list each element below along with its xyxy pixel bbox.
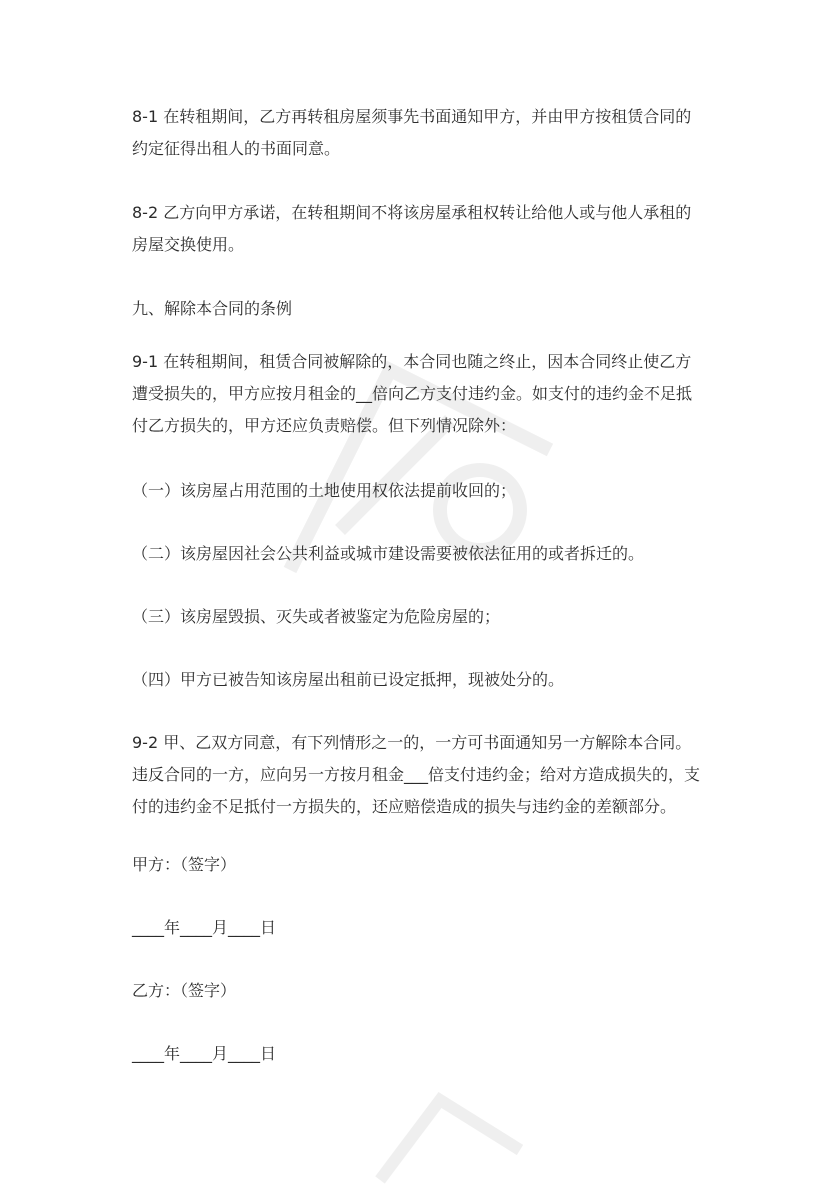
party-b-signature: 乙方：（签字） xyxy=(132,981,237,1000)
party-a-signature: 甲方：（签字） xyxy=(132,855,237,874)
watermark-logo-icon-bottom xyxy=(360,1090,540,1190)
exception-item-2: （二）该房屋因社会公共利益或城市建设需要被依法征用的或者拆迁的。 xyxy=(132,544,645,563)
exception-item-3: （三）该房屋毁损、灭失或者被鉴定为危险房屋的； xyxy=(132,607,501,626)
clause-8-2: 8-2 乙方向甲方承诺，在转租期间不将该房屋承租权转让给他人或与他人承租的房屋交换使用。 xyxy=(132,203,692,254)
section-9-heading: 九、解除本合同的条例 xyxy=(132,299,293,318)
party-a-date: ____年____月____日 xyxy=(132,918,277,937)
party-b-date: ____年____月____日 xyxy=(132,1044,277,1063)
clause-9-2: 9-2 甲、乙双方同意，有下列情形之一的，一方可书面通知另一方解除本合同。违反合同的一方，应向另一方按月租金___倍支付违约金；给对方造成损失的，支付的违约金不足抵付一方损失的，还应赔偿造成的损失与违约金的差额部分。 xyxy=(132,733,701,816)
clause-9-1: 9-1 在转租期间，租赁合同被解除的，本合同也随之终止，因本合同终止使乙方遭受损失的，甲方应按月租金的__倍向乙方支付违约金。如支付的违约金不足抵付乙方损失的，甲方还应负责赔偿。但下列情况除外： xyxy=(132,352,693,435)
exception-item-4: （四）甲方已被告知该房屋出租前已设定抵押，现被处分的。 xyxy=(132,670,565,689)
exception-item-1: （一）该房屋占用范围的土地使用权依法提前收回的； xyxy=(132,481,517,500)
clause-8-1: 8-1 在转租期间，乙方再转租房屋须事先书面通知甲方，并由甲方按租赁合同的约定征得出租人的书面同意。 xyxy=(132,107,692,158)
